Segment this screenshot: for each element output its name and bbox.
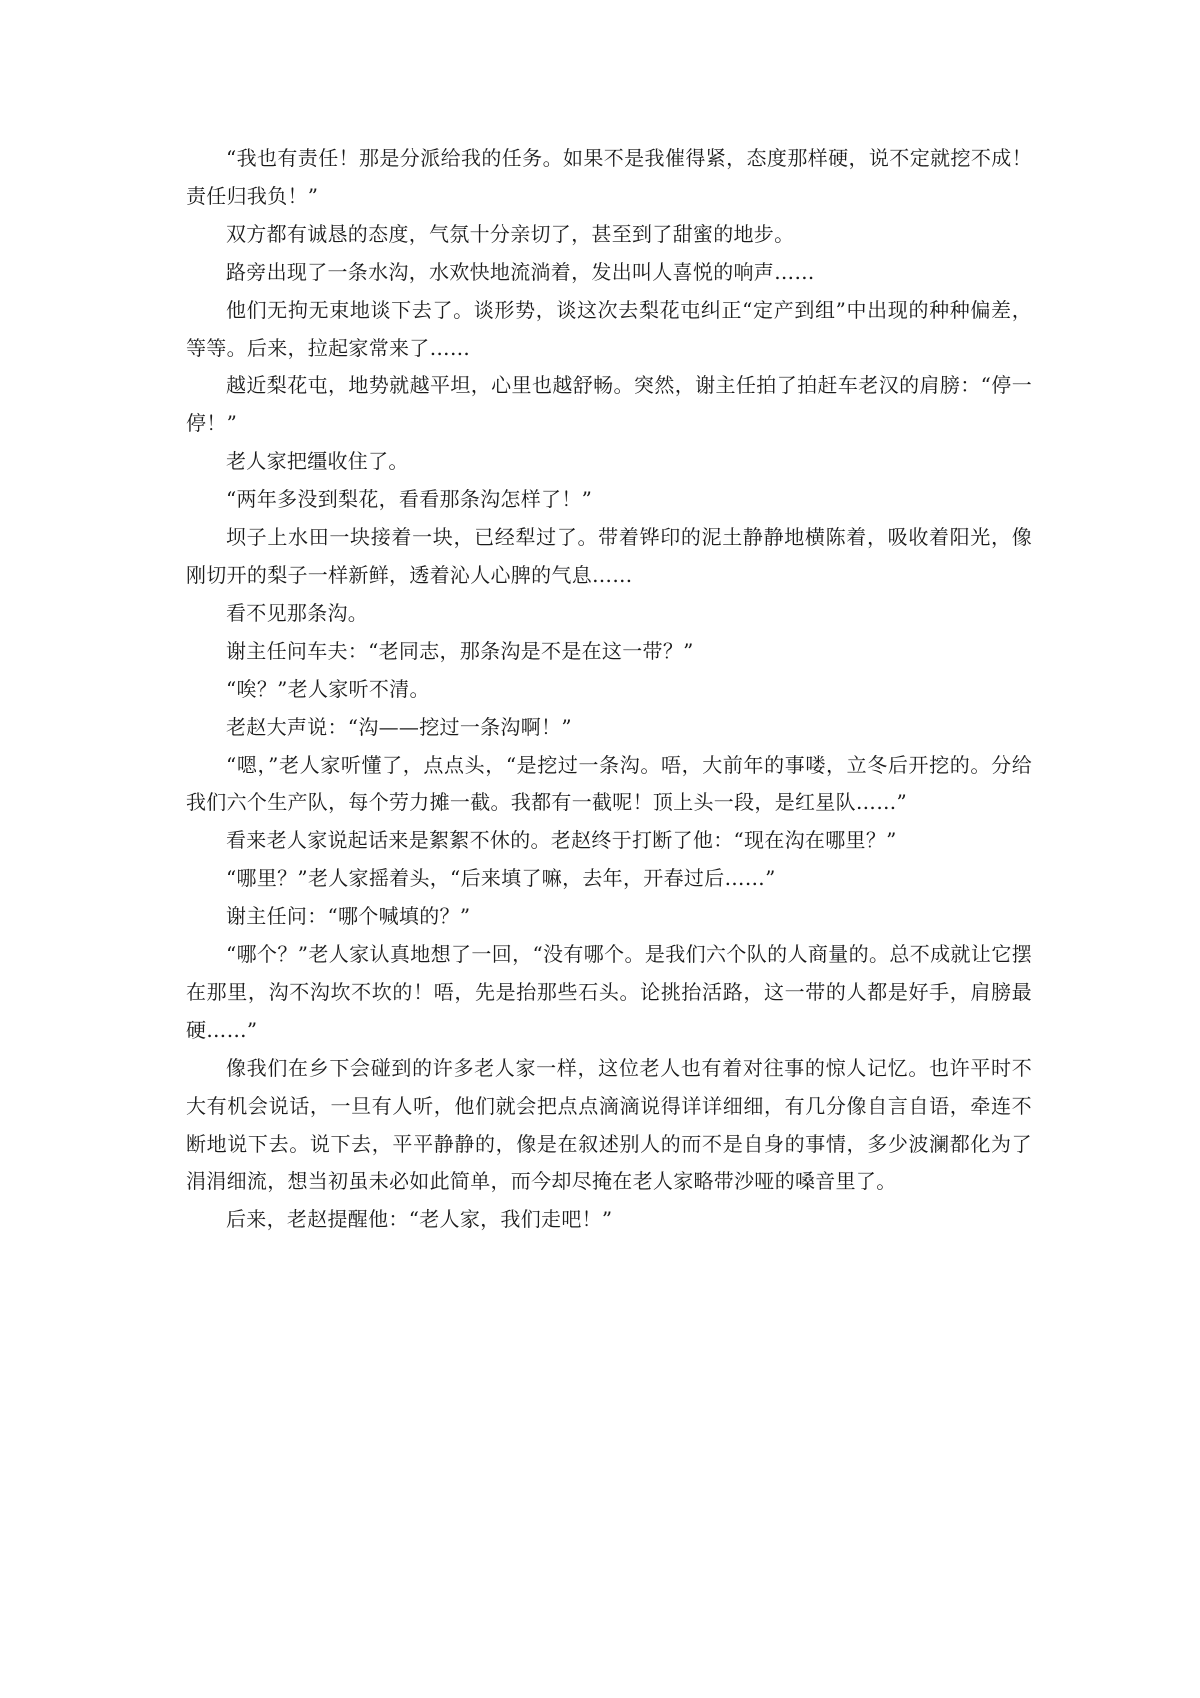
paragraph: 坝子上水田一块接着一块，已经犁过了。带着铧印的泥土静静地横陈着，吸收着阳光，像刚切开的梨子一样新鲜，透着沁人心脾的气息…… — [186, 525, 1032, 587]
paragraph: 看来老人家说起话来是絮絮不休的。老赵终于打断了他：“现在沟在哪里？” — [226, 828, 897, 853]
paragraph: 双方都有诚恳的态度，气氛十分亲切了，甚至到了甜蜜的地步。 — [226, 221, 795, 246]
paragraph: “我也有责任！那是分派给我的任务。如果不是我催得紧，态度那样硬，说不定就挖不成！责任归我负！” — [186, 146, 1032, 208]
document-page — [186, 140, 1032, 1239]
paragraph: 谢主任问车夫：“老同志，那条沟是不是在这一带？” — [226, 638, 694, 663]
paragraph: 路旁出现了一条水沟，水欢快地流淌着，发出叫人喜悦的响声…… — [226, 259, 815, 284]
paragraph: “哪个？”老人家认真地想了一回，“没有哪个。是我们六个队的人商量的。总不成就让它摆在那里，沟不沟坎不坎的！唔，先是抬那些石头。论挑抬活路，这一带的人都是好手，肩膀最硬……” — [186, 942, 1032, 1042]
paragraph: “哪里？”老人家摇着头，“后来填了嘛，去年，开春过后……” — [226, 866, 776, 891]
paragraph: “嗯，”老人家听懂了，点点头，“是挖过一条沟。唔，大前年的事喽，立冬后开挖的。分给我们六个生产队，每个劳力摊一截。我都有一截呢！顶上头一段，是红星队……” — [186, 752, 1032, 815]
paragraph: 后来，老赵提醒他：“老人家，我们走吧！” — [226, 1207, 613, 1232]
paragraph: 老赵大声说：“沟——挖过一条沟啊！” — [226, 714, 572, 739]
paragraph: “两年多没到梨花，看看那条沟怎样了！” — [226, 487, 593, 512]
paragraph: 像我们在乡下会碰到的许多老人家一样，这位老人也有着对往事的惊人记忆。也许平时不大有机会说话，一旦有人听，他们就会把点点滴滴说得详详细细，有几分像自言自语，牵连不断地说下去。说下去，平平静静的，像是在叙述别人的而不是自身的事情，多少波澜都化为了涓涓细流，想当初虽未必如此简单，而今却尽掩在老人家略带沙哑的嗓音里了。 — [186, 1055, 1032, 1194]
paragraph: 老人家把缰收住了。 — [226, 449, 409, 474]
paragraph: 谢主任问：“哪个喊填的？” — [226, 904, 471, 929]
paragraph: “唉？”老人家听不清。 — [226, 676, 430, 701]
paragraph: 看不见那条沟。 — [226, 600, 369, 625]
paragraph: 越近梨花屯，地势就越平坦，心里也越舒畅。突然，谢主任拍了拍赶车老汉的肩膀：“停一停！” — [186, 373, 1032, 436]
paragraph: 他们无拘无束地谈下去了。谈形势，谈这次去梨花屯纠正“定产到组”中出现的种种偏差，等等。后来，拉起家常来了…… — [186, 297, 1032, 360]
